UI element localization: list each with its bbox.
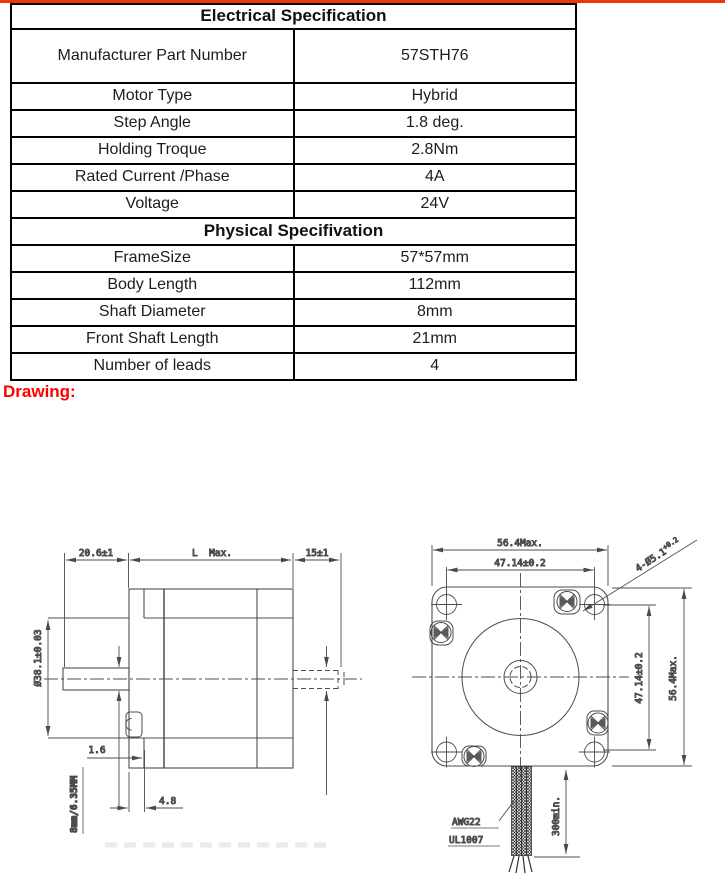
- row-label: Rated Current /Phase: [11, 164, 294, 191]
- drawing-section-label: Drawing:: [3, 382, 76, 401]
- table-row: [11, 353, 576, 380]
- table-row: [11, 83, 576, 110]
- row-label: Number of leads: [11, 353, 294, 380]
- row-label: Step Angle: [11, 110, 294, 137]
- dim-wire-length: 300min.: [551, 795, 562, 837]
- section-header-electrical: [11, 4, 576, 29]
- dim-boss-depth: 4.8: [159, 796, 177, 807]
- row-value: 2.8Nm: [294, 137, 577, 164]
- table-row: [11, 326, 576, 353]
- row-label: Motor Type: [11, 83, 294, 110]
- row-value: 4A: [294, 164, 577, 191]
- row-value: 57*57mm: [294, 245, 577, 272]
- dim-body-length: L Max.: [191, 548, 233, 559]
- dim-height-max: 56.4Max.: [668, 655, 679, 701]
- dim-step-depth: 1.6: [88, 745, 106, 756]
- dim-hole-spacing-side: 47.14±0.2: [634, 652, 645, 704]
- electrical-header-label: Electrical Specification: [11, 4, 576, 29]
- front-view: [412, 536, 697, 873]
- table-row: [11, 137, 576, 164]
- row-label: Manufacturer Part Number: [11, 29, 294, 83]
- table-row: [11, 164, 576, 191]
- dim-width-max: 56.4Max.: [497, 538, 543, 549]
- dim-rear-shaft-length: 15±1: [305, 548, 329, 559]
- leader-line: [583, 540, 697, 611]
- screw-holes: [430, 590, 608, 767]
- rear-shaft-dashed: [293, 670, 344, 689]
- side-view: [33, 548, 362, 845]
- dim-shaft-diameter: 8mm/6.35MM: [69, 775, 80, 833]
- dim-pilot-diameter: Ø38.1±0.03: [33, 629, 44, 687]
- lead-wires: [509, 767, 532, 874]
- row-value: 1.8 deg.: [294, 110, 577, 137]
- row-value: 8mm: [294, 299, 577, 326]
- row-value: 112mm: [294, 272, 577, 299]
- dim-hole-spacing-top: 47.14±0.2: [494, 558, 546, 569]
- row-label: Shaft Diameter: [11, 299, 294, 326]
- table-row: [11, 29, 576, 83]
- specification-table: [10, 3, 577, 381]
- technical-drawing: [0, 420, 725, 887]
- row-value: Hybrid: [294, 83, 577, 110]
- physical-header-label: Physical Specifivation: [11, 218, 576, 245]
- row-value: 57STH76: [294, 29, 577, 83]
- row-value: 24V: [294, 191, 577, 218]
- row-value: 4: [294, 353, 577, 380]
- table-row: [11, 299, 576, 326]
- motor-body-outline: [129, 589, 293, 768]
- table-row: [11, 191, 576, 218]
- table-row: [11, 245, 576, 272]
- section-header-physical: [11, 218, 576, 245]
- dim-mounting-holes: $4-Ø5.1^{+0.2}$: [633, 535, 680, 575]
- table-row: [11, 272, 576, 299]
- row-label: Body Length: [11, 272, 294, 299]
- row-value: 21mm: [294, 326, 577, 353]
- row-label: Voltage: [11, 191, 294, 218]
- row-label: Holding Troque: [11, 137, 294, 164]
- table-row: [11, 110, 576, 137]
- row-label: FrameSize: [11, 245, 294, 272]
- wire-type-label: UL1007: [449, 835, 484, 846]
- wire-gauge-label: AWG22: [452, 817, 481, 828]
- face-detail: [126, 712, 142, 737]
- front-face-outline: [432, 587, 608, 766]
- dim-front-shaft-length: 20.6±1: [78, 548, 114, 559]
- row-label: Front Shaft Length: [11, 326, 294, 353]
